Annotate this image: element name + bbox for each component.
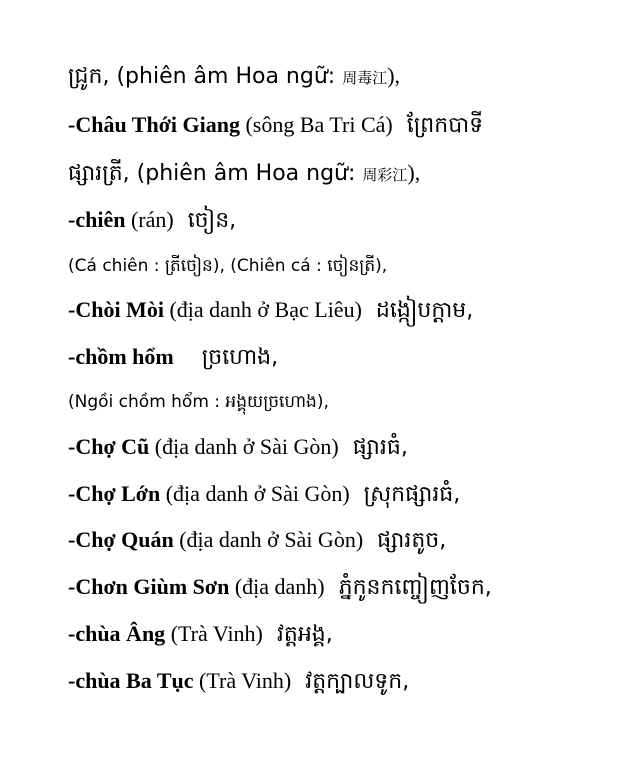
example-chien bbox=[68, 255, 387, 277]
chinese-transcription: 周彩江 bbox=[362, 166, 408, 184]
khmer-text: ជ្រូក, (phiên âm Hoa ngữ: bbox=[68, 64, 343, 89]
khmer-text: ច្រហោង, bbox=[201, 345, 279, 370]
entry-cho-quan bbox=[68, 527, 446, 554]
khmer-text: ដង្កៀបក្តាម, bbox=[375, 298, 474, 323]
entry-headword: -chùa Ba Tục bbox=[68, 668, 194, 693]
khmer-text: ភ្នំកូនកញ្ចៀញចែក, bbox=[338, 575, 492, 600]
example-text: (Ngồi chồm hổm : អង្គុយច្រហោង), bbox=[68, 392, 329, 412]
entry-cho-lon bbox=[68, 481, 460, 508]
entry-gloss: (rán) bbox=[125, 207, 174, 232]
entry-headword: -chồm hổm bbox=[68, 344, 174, 369]
entry-headword: -chùa Âng bbox=[68, 621, 166, 646]
entry-headword: -Chợ Cũ bbox=[68, 434, 150, 459]
entry-gloss: (địa danh) bbox=[229, 574, 325, 599]
example-chom-hom bbox=[68, 391, 329, 413]
chinese-transcription: 周毒江 bbox=[342, 69, 388, 87]
closing-text: ), bbox=[387, 63, 401, 88]
entry-headword: -Chơn Giùm Sơn bbox=[68, 574, 230, 599]
entry-chien bbox=[68, 207, 236, 234]
entry-gloss: (địa danh ở Sài Gòn) bbox=[149, 434, 339, 459]
khmer-text: ផ្សារតូច, bbox=[377, 528, 447, 553]
entry-headword: -Chợ Lớn bbox=[68, 481, 161, 506]
entry-headword: -chiên bbox=[68, 207, 126, 232]
entry-chua-ba-tuc bbox=[68, 668, 409, 695]
entry-gloss: (địa danh ở Sài Gòn) bbox=[160, 481, 350, 506]
entry-gloss: (địa danh ở Bạc Liêu) bbox=[163, 297, 362, 322]
entry-chua-ang bbox=[68, 621, 333, 648]
entry-chau-thoi-giang bbox=[68, 112, 483, 139]
entry-chom-hom bbox=[68, 344, 278, 371]
entry-chon-gium-son bbox=[68, 574, 492, 601]
example-text: (Cá chiên : ត្រីចៀន), (Chiên cá : ចៀនត្រី), bbox=[68, 256, 388, 276]
entry-cho-cu bbox=[68, 434, 408, 461]
khmer-text: វត្តអង្គ, bbox=[276, 622, 333, 647]
khmer-text: ស្រុកផ្សារធំ, bbox=[363, 482, 461, 507]
entry-gloss: (Trà Vinh) bbox=[193, 668, 292, 693]
khmer-text: ព្រែកបាទី bbox=[406, 113, 484, 138]
entry-headword: -Chòi Mòi bbox=[68, 297, 164, 322]
entry-gloss: (Trà Vinh) bbox=[165, 621, 263, 646]
khmer-text: ផ្សារត្រី, (phiên âm Hoa ngữ: bbox=[68, 161, 363, 186]
entry-gloss: (sông Ba Tri Cá) bbox=[239, 112, 393, 137]
entry-headword: -Chợ Quán bbox=[68, 527, 174, 552]
entry-headword: -Châu Thới Giang bbox=[68, 112, 240, 137]
khmer-text: ផ្សារធំ, bbox=[352, 435, 408, 460]
entry-chau-thoi-giang-continuation bbox=[68, 160, 420, 188]
khmer-text: ចៀន, bbox=[187, 208, 237, 233]
closing-text: ), bbox=[407, 160, 421, 185]
entry-gloss: (địa danh ở Sài Gòn) bbox=[173, 527, 364, 552]
khmer-text: វត្តក្បាលទូក, bbox=[305, 669, 410, 694]
entry-line-1-continuation bbox=[68, 63, 400, 91]
entry-choi-moi bbox=[68, 297, 473, 324]
